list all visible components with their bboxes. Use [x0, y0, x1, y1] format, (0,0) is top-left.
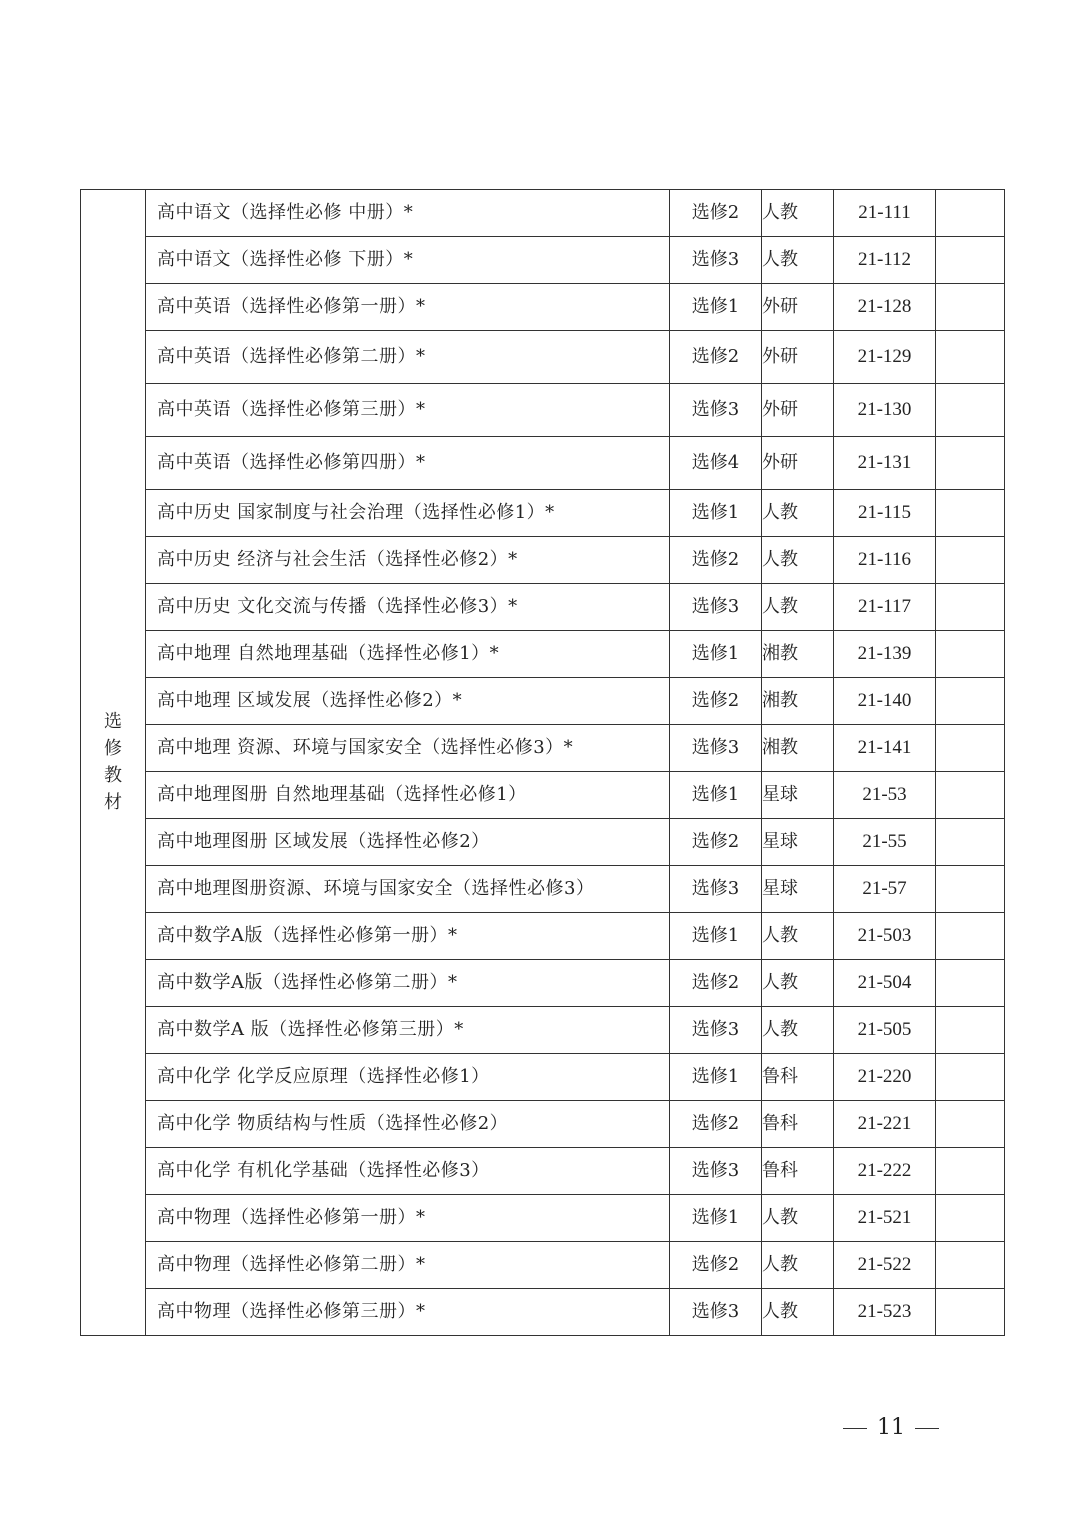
category-char: 选	[104, 711, 122, 732]
table-row	[81, 1054, 1005, 1101]
course-level-cell: 选修1	[670, 631, 762, 678]
publisher-cell: 星球	[762, 772, 834, 819]
note-cell	[936, 584, 1005, 631]
course-level-cell: 选修4	[670, 437, 762, 490]
note-cell	[936, 631, 1005, 678]
note-cell	[936, 819, 1005, 866]
catalog-code-cell: 21-53	[834, 772, 936, 819]
publisher-cell: 人教	[762, 1242, 834, 1289]
table-row	[81, 284, 1005, 331]
course-level-cell: 选修3	[670, 584, 762, 631]
textbook-name-cell: 高中语文（选择性必修 下册）*	[146, 237, 670, 284]
note-cell	[936, 1054, 1005, 1101]
catalog-code-cell: 21-116	[834, 537, 936, 584]
table-row	[81, 866, 1005, 913]
publisher-cell: 外研	[762, 384, 834, 437]
publisher-cell: 人教	[762, 1289, 834, 1336]
textbook-name-cell: 高中物理（选择性必修第一册）*	[146, 1195, 670, 1242]
textbook-name-cell: 高中化学 物质结构与性质（选择性必修2）	[146, 1101, 670, 1148]
note-cell	[936, 960, 1005, 1007]
table-row	[81, 237, 1005, 284]
catalog-code-cell: 21-522	[834, 1242, 936, 1289]
textbook-name-cell: 高中化学 有机化学基础（选择性必修3）	[146, 1148, 670, 1195]
note-cell	[936, 1242, 1005, 1289]
course-level-cell: 选修2	[670, 190, 762, 237]
note-cell	[936, 331, 1005, 384]
table-row	[81, 190, 1005, 237]
catalog-code-cell: 21-220	[834, 1054, 936, 1101]
catalog-code-cell: 21-503	[834, 913, 936, 960]
textbook-name-cell: 高中英语（选择性必修第四册）*	[146, 437, 670, 490]
note-cell	[936, 725, 1005, 772]
table-row	[81, 537, 1005, 584]
course-level-cell: 选修1	[670, 284, 762, 331]
textbook-name-cell: 高中数学A版（选择性必修第二册）*	[146, 960, 670, 1007]
publisher-cell: 外研	[762, 437, 834, 490]
table-row	[81, 584, 1005, 631]
course-level-cell: 选修3	[670, 725, 762, 772]
table-row	[81, 1101, 1005, 1148]
note-cell	[936, 190, 1005, 237]
textbook-table-body	[81, 190, 1005, 1336]
table-row	[81, 960, 1005, 1007]
course-level-cell: 选修1	[670, 1195, 762, 1242]
note-cell	[936, 866, 1005, 913]
note-cell	[936, 772, 1005, 819]
publisher-cell: 人教	[762, 960, 834, 1007]
course-level-cell: 选修1	[670, 1054, 762, 1101]
textbook-name-cell: 高中英语（选择性必修第一册）*	[146, 284, 670, 331]
publisher-cell: 星球	[762, 819, 834, 866]
course-level-cell: 选修3	[670, 384, 762, 437]
table-row	[81, 725, 1005, 772]
table-row	[81, 490, 1005, 537]
publisher-cell: 星球	[762, 866, 834, 913]
note-cell	[936, 437, 1005, 490]
table-row	[81, 1242, 1005, 1289]
course-level-cell: 选修2	[670, 819, 762, 866]
note-cell	[936, 384, 1005, 437]
course-level-cell: 选修2	[670, 537, 762, 584]
note-cell	[936, 490, 1005, 537]
textbook-table	[80, 189, 1005, 1336]
note-cell	[936, 237, 1005, 284]
course-level-cell: 选修2	[670, 1101, 762, 1148]
course-level-cell: 选修3	[670, 1289, 762, 1336]
textbook-name-cell: 高中历史 国家制度与社会治理（选择性必修1）*	[146, 490, 670, 537]
note-cell	[936, 1148, 1005, 1195]
course-level-cell: 选修1	[670, 772, 762, 819]
catalog-code-cell: 21-112	[834, 237, 936, 284]
note-cell	[936, 678, 1005, 725]
catalog-code-cell: 21-222	[834, 1148, 936, 1195]
publisher-cell: 人教	[762, 237, 834, 284]
note-cell	[936, 1101, 1005, 1148]
table-row	[81, 819, 1005, 866]
catalog-code-cell: 21-521	[834, 1195, 936, 1242]
catalog-code-cell: 21-117	[834, 584, 936, 631]
course-level-cell: 选修2	[670, 960, 762, 1007]
table-row	[81, 1195, 1005, 1242]
textbook-name-cell: 高中数学A版（选择性必修第一册）*	[146, 913, 670, 960]
publisher-cell: 人教	[762, 190, 834, 237]
catalog-code-cell: 21-221	[834, 1101, 936, 1148]
table-row	[81, 1148, 1005, 1195]
note-cell	[936, 1195, 1005, 1242]
publisher-cell: 外研	[762, 331, 834, 384]
course-level-cell: 选修1	[670, 913, 762, 960]
category-char: 材	[104, 792, 122, 813]
catalog-code-cell: 21-57	[834, 866, 936, 913]
textbook-name-cell: 高中地理 自然地理基础（选择性必修1）*	[146, 631, 670, 678]
catalog-code-cell: 21-131	[834, 437, 936, 490]
catalog-code-cell: 21-504	[834, 960, 936, 1007]
page-footer	[843, 1414, 943, 1442]
catalog-code-cell: 21-130	[834, 384, 936, 437]
table-row	[81, 1289, 1005, 1336]
textbook-name-cell: 高中数学A 版（选择性必修第三册）*	[146, 1007, 670, 1054]
textbook-name-cell: 高中历史 经济与社会生活（选择性必修2）*	[146, 537, 670, 584]
table-row	[81, 437, 1005, 490]
course-level-cell: 选修3	[670, 1007, 762, 1054]
course-level-cell: 选修2	[670, 331, 762, 384]
table-row	[81, 913, 1005, 960]
textbook-name-cell: 高中化学 化学反应原理（选择性必修1）	[146, 1054, 670, 1101]
table-row	[81, 631, 1005, 678]
publisher-cell: 湘教	[762, 631, 834, 678]
table-row	[81, 384, 1005, 437]
table-row	[81, 1007, 1005, 1054]
publisher-cell: 人教	[762, 1195, 834, 1242]
category-char: 教	[104, 765, 122, 786]
course-level-cell: 选修3	[670, 866, 762, 913]
publisher-cell: 湘教	[762, 725, 834, 772]
catalog-code-cell: 21-128	[834, 284, 936, 331]
publisher-cell: 人教	[762, 913, 834, 960]
catalog-code-cell: 21-140	[834, 678, 936, 725]
catalog-code-cell: 21-139	[834, 631, 936, 678]
textbook-name-cell: 高中历史 文化交流与传播（选择性必修3）*	[146, 584, 670, 631]
publisher-cell: 人教	[762, 1007, 834, 1054]
catalog-code-cell: 21-129	[834, 331, 936, 384]
textbook-name-cell: 高中语文（选择性必修 中册）*	[146, 190, 670, 237]
textbook-name-cell: 高中英语（选择性必修第二册）*	[146, 331, 670, 384]
course-level-cell: 选修2	[670, 1242, 762, 1289]
publisher-cell: 外研	[762, 284, 834, 331]
course-level-cell: 选修2	[670, 678, 762, 725]
catalog-code-cell: 21-505	[834, 1007, 936, 1054]
catalog-code-cell: 21-141	[834, 725, 936, 772]
category-char: 修	[104, 738, 122, 759]
publisher-cell: 湘教	[762, 678, 834, 725]
textbook-name-cell: 高中地理 资源、环境与国家安全（选择性必修3）*	[146, 725, 670, 772]
textbook-name-cell: 高中地理图册 自然地理基础（选择性必修1）	[146, 772, 670, 819]
footer-dash-left	[843, 1428, 867, 1429]
catalog-code-cell: 21-111	[834, 190, 936, 237]
table-row	[81, 772, 1005, 819]
table-row	[81, 678, 1005, 725]
textbook-name-cell: 高中物理（选择性必修第三册）*	[146, 1289, 670, 1336]
catalog-code-cell: 21-523	[834, 1289, 936, 1336]
publisher-cell: 人教	[762, 537, 834, 584]
table-row	[81, 331, 1005, 384]
catalog-code-cell: 21-115	[834, 490, 936, 537]
course-level-cell: 选修3	[670, 237, 762, 284]
textbook-name-cell: 高中地理 区域发展（选择性必修2）*	[146, 678, 670, 725]
note-cell	[936, 1289, 1005, 1336]
category-cell	[81, 190, 146, 1336]
note-cell	[936, 284, 1005, 331]
publisher-cell: 鲁科	[762, 1101, 834, 1148]
publisher-cell: 鲁科	[762, 1054, 834, 1101]
note-cell	[936, 1007, 1005, 1054]
page-number: 11	[877, 1415, 905, 1440]
publisher-cell: 人教	[762, 490, 834, 537]
textbook-name-cell: 高中英语（选择性必修第三册）*	[146, 384, 670, 437]
catalog-code-cell: 21-55	[834, 819, 936, 866]
publisher-cell: 人教	[762, 584, 834, 631]
course-level-cell: 选修3	[670, 1148, 762, 1195]
textbook-name-cell: 高中地理图册资源、环境与国家安全（选择性必修3）	[146, 866, 670, 913]
note-cell	[936, 913, 1005, 960]
publisher-cell: 鲁科	[762, 1148, 834, 1195]
course-level-cell: 选修1	[670, 490, 762, 537]
note-cell	[936, 537, 1005, 584]
textbook-name-cell: 高中地理图册 区域发展（选择性必修2）	[146, 819, 670, 866]
textbook-name-cell: 高中物理（选择性必修第二册）*	[146, 1242, 670, 1289]
footer-dash-right	[915, 1428, 939, 1429]
